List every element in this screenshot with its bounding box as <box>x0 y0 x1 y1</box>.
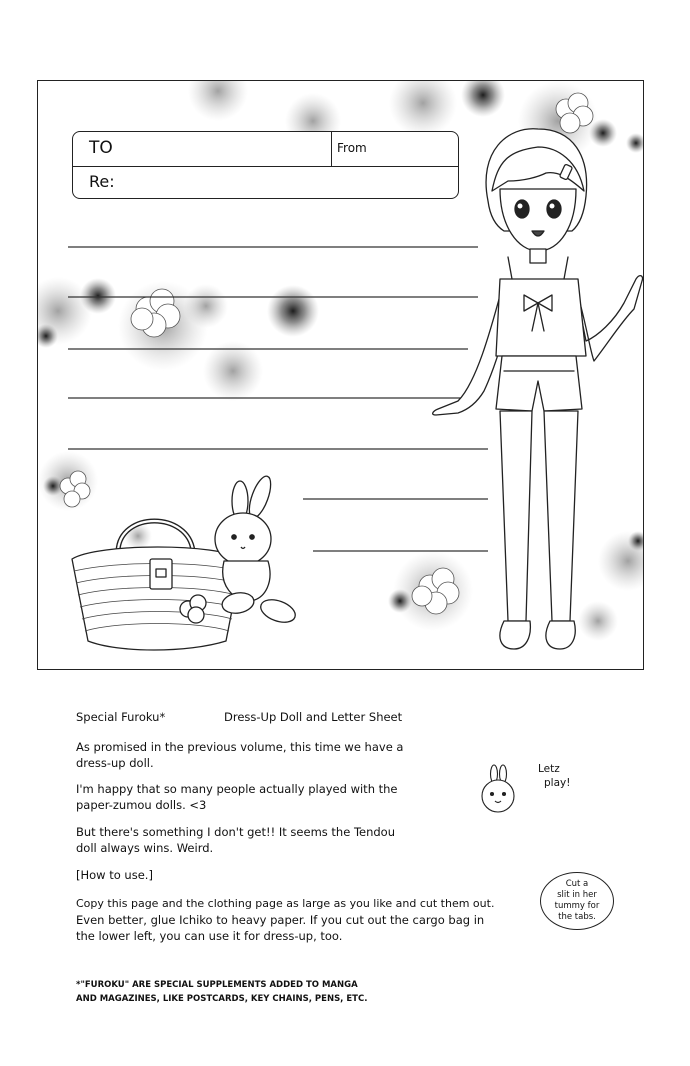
caption-title-left: Special Furoku* <box>76 710 166 724</box>
how-to-heading: [How to use.] <box>76 868 153 882</box>
paragraph-4-line-2: Even better, glue Ichiko to heavy paper. If you cut out the cargo bag in <box>76 913 485 927</box>
caption-title-right: Dress-Up Doll and Letter Sheet <box>224 710 403 724</box>
bubble-line-1: Cut a <box>565 879 589 889</box>
letz-play-note <box>526 762 570 790</box>
furoku-footnote <box>76 978 406 1006</box>
letz-line-1: Letz <box>538 763 560 775</box>
bunny-illustration <box>215 474 298 627</box>
paragraph-2-line-2: paper-zumou dolls. <3 <box>76 798 207 812</box>
paragraph-3-line-2: doll always wins. Weird. <box>76 841 214 855</box>
re-label: Re: <box>89 172 115 191</box>
address-box <box>72 131 459 199</box>
letter-sheet <box>37 80 644 670</box>
address-divider <box>331 132 332 166</box>
address-top-row <box>73 132 458 167</box>
paragraph-4-line-1: Copy this page and the clothing page as large as you like and cut them out. <box>76 897 495 910</box>
mascot-bunny-icon <box>476 764 520 814</box>
footnote-line-1: *"FUROKU" ARE SPECIAL SUPPLEMENTS ADDED TO MANGA <box>76 980 358 990</box>
paragraph-1-line-1: As promised in the previous volume, this time we have a <box>76 740 404 754</box>
tip-speech-bubble <box>540 872 614 930</box>
to-label: TO <box>89 138 113 158</box>
bubble-line-2: slit in her <box>557 890 597 900</box>
bubble-line-4: the tabs. <box>558 912 596 922</box>
paragraph-4-line-3: the lower left, you can use it for dress-up, too. <box>76 929 343 943</box>
letz-line-2: play! <box>544 777 571 789</box>
footnote-line-2: AND MAGAZINES, LIKE POSTCARDS, KEY CHAINS, PENS, ETC. <box>76 994 368 1004</box>
paragraph-2-line-1: I'm happy that so many people actually played with the <box>76 782 398 796</box>
from-label: From <box>337 141 367 155</box>
bubble-line-3: tummy for <box>554 901 600 911</box>
paragraph-3-line-1: But there's something I don't get!! It seems the Tendou <box>76 825 396 839</box>
paragraph-1-line-2: dress-up doll. <box>76 756 154 770</box>
